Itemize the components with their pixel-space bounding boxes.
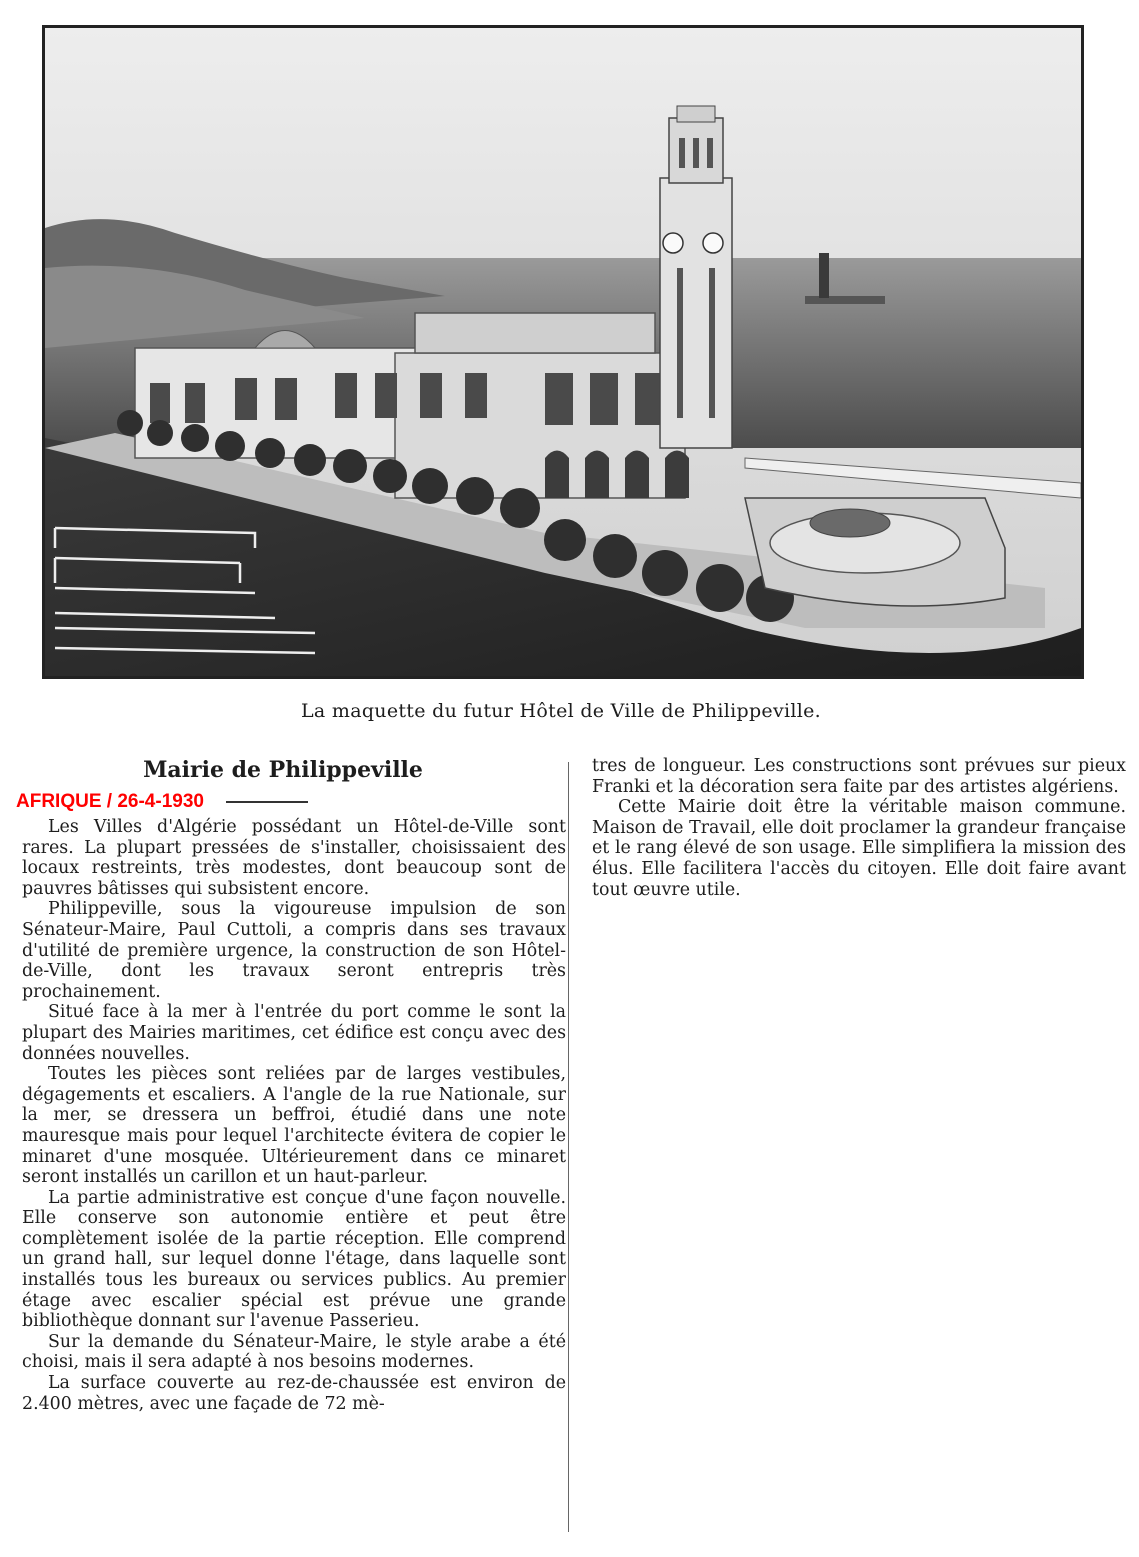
paragraph: Philippeville, sous la vigoureuse impulsion de son Sénateur-Maire, Paul Cuttoli, a compris dans ses travaux d'utilité de première urgence, la construction de son Hôtel-de-Ville, dont les travaux seront entrepris très prochainement. xyxy=(22,899,566,1002)
column-divider xyxy=(568,762,569,1532)
article-title: Mairie de Philippeville xyxy=(143,757,423,783)
town-hall-perspective-illustration xyxy=(45,28,1081,676)
architectural-drawing xyxy=(42,25,1084,679)
paragraph: Toutes les pièces sont reliées par de larges vestibules, dégagements et escaliers. A l'angle de la rue Nationale, sur la mer, se dressera un beffroi, étudié dans une note mauresque mais pour lequel l'architecte évitera de copier le minaret d'une mosquée. Ultérieurement dans ce minaret seront installés un carillon et un haut-parleur. xyxy=(22,1064,566,1188)
paragraph-continuation: tres de longueur. Les constructions sont prévues sur pieux Franki et la décoration sera faite par des artistes algériens. xyxy=(592,756,1126,797)
paragraph: La surface couverte au rez-de-chaussée est environ de 2.400 mètres, avec une façade de 72 mè- xyxy=(22,1373,566,1414)
left-column xyxy=(22,817,566,1414)
source-tag-line xyxy=(16,789,308,815)
paragraph: Sur la demande du Sénateur-Maire, le style arabe a été choisi, mais il sera adapté à nos besoins modernes. xyxy=(22,1331,566,1373)
photo-caption: La maquette du futur Hôtel de Ville de Philippeville. xyxy=(301,700,821,722)
paragraph: Les Villes d'Algérie possédant un Hôtel-de-Ville sont rares. La plupart pressées de s'installer, choisissaient des locaux restreints, très modestes, dont beaucoup sont de pauvres bâtisses qui subsistent encore. xyxy=(22,817,566,899)
paragraph: La partie administrative est conçue d'une façon nouvelle. Elle conserve son autonomie entière et peut être complètement isolée de la partie réception. Elle comprend un grand hall, sur lequel donne l'étage, dans laquelle sont installés tous les bureaux ou services publics. Au premier étage avec escalier spécial est prévue une grande bibliothèque donnant sur l'avenue Passerieu. xyxy=(22,1187,566,1332)
paragraph: Cette Mairie doit être la véritable maison commune. Maison de Travail, elle doit proclamer la grandeur française et le rang élevé de son usage. Elle simplifiera la mission des élus. Elle facilitera l'accès du citoyen. Elle doit faire avant tout œuvre utile. xyxy=(592,797,1126,900)
title-rule xyxy=(226,801,308,803)
source-tag: AFRIQUE / 26-4-1930 xyxy=(16,791,204,812)
paragraph: Situé face à la mer à l'entrée du port comme le sont la plupart des Mairies maritimes, cet édifice est conçu avec des données nouvelles. xyxy=(22,1002,566,1064)
right-column xyxy=(592,756,1126,900)
